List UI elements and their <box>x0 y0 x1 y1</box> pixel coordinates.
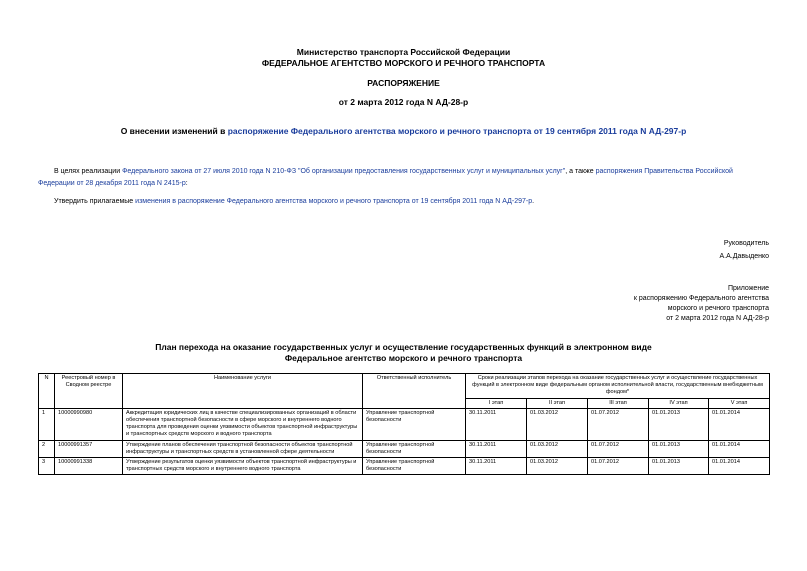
header-stage-4: IV этап <box>649 398 709 408</box>
signature-name: А.А.Давыденко <box>719 253 769 260</box>
header-stage-5: V этап <box>709 398 770 408</box>
table-row <box>39 440 770 457</box>
plan-subtitle: Федеральное агентство морского и речного транспорта <box>284 353 523 363</box>
cell-stage-4: 01.01.2013 <box>649 440 709 457</box>
table-row <box>39 408 770 440</box>
cell-stage-1: 30.11.2011 <box>466 408 527 440</box>
p2-text-2: . <box>532 198 535 205</box>
cell-n: 2 <box>39 440 55 457</box>
cell-registry-number: 10000990980 <box>55 408 123 440</box>
document-type: РАСПОРЯЖЕНИЕ <box>367 78 440 88</box>
cell-stage-5: 01.01.2014 <box>709 440 770 457</box>
cell-responsible: Управление транспортной безопасности <box>363 440 466 457</box>
cell-stage-5: 01.01.2014 <box>709 408 770 440</box>
cell-registry-number: 10000991357 <box>55 440 123 457</box>
cell-stage-4: 01.01.2013 <box>649 408 709 440</box>
table-row <box>39 458 770 475</box>
changes-link[interactable]: изменения в распоряжение Федерального агентства морского и речного транспорта от 19 сентября 2011 года N АД-297-р <box>135 198 533 205</box>
paragraph-2 <box>38 196 769 208</box>
cell-stage-2: 01.03.2012 <box>527 408 588 440</box>
p1-text-2: , а также <box>565 168 596 175</box>
signature-block <box>720 239 770 262</box>
cell-stage-1: 30.11.2011 <box>466 458 527 475</box>
header-n: N <box>39 374 55 409</box>
p2-text-1: Утвердить прилагаемые <box>54 198 136 205</box>
cell-stage-3: 01.07.2012 <box>588 440 649 457</box>
header-stage-3: III этап <box>588 398 649 408</box>
cell-stage-2: 01.03.2012 <box>527 440 588 457</box>
cell-service-name: Утверждение планов обеспечения транспортной безопасности объектов транспортной инфраструктуры и транспортных средств в установленной сфере деятельности <box>123 440 363 457</box>
plan-title: План перехода на оказание государственных услуг и осуществление государственных функций в электронном виде <box>155 342 652 352</box>
cell-service-name: Утверждение результатов оценки уязвимости объектов транспортной инфраструктуры и транспортных средств морского и внутреннего водного транспорта <box>123 458 363 475</box>
cell-service-name: Аккредитация юридических лиц в качестве специализированных организаций в области обеспечения транспортной безопасности в сфере морского и внутреннего водного транспорта для проведения оценки уязвимости объектов транспортной инфраструктуры и транспортных средств морского и водного транспорта <box>123 408 363 440</box>
cell-stage-2: 01.03.2012 <box>527 458 588 475</box>
cell-n: 3 <box>39 458 55 475</box>
header-registry-number: Реестровый номер в Сводном реестре <box>55 374 123 409</box>
federal-law-link[interactable]: Федерального закона от 27 июля 2010 года N 210-ФЗ "Об организации предоставления государственных услуг и муниципальных услуг" <box>122 168 566 175</box>
header-stage-2: II этап <box>527 398 588 408</box>
appendix-line-4: от 2 марта 2012 года N АД-28-р <box>666 315 769 322</box>
signature-role: Руководитель <box>723 240 769 247</box>
header-stage-1: I этап <box>466 398 527 408</box>
appendix-line-1: Приложение <box>727 285 769 292</box>
document-title <box>0 126 807 136</box>
header-responsible: Ответственный исполнитель <box>363 374 466 409</box>
ministry-name: Министерство транспорта Российской Федерации <box>296 47 511 57</box>
cell-stage-1: 30.11.2011 <box>466 440 527 457</box>
agency-name: ФЕДЕРАЛЬНОЕ АГЕНТСТВО МОРСКОГО И РЕЧНОГО ТРАНСПОРТА <box>261 58 546 68</box>
cell-stage-5: 01.01.2014 <box>709 458 770 475</box>
appendix-line-3: морского и речного транспорта <box>667 305 769 312</box>
p1-text-1: В целях реализации <box>54 168 123 175</box>
cell-n: 1 <box>39 408 55 440</box>
p1-text-3: : <box>185 180 188 187</box>
cell-stage-3: 01.07.2012 <box>588 458 649 475</box>
table-header-row <box>39 374 770 399</box>
government-order-link[interactable]: распоряжения Правительства Российской Федерации от 28 декабря 2011 года N 2415-р <box>38 168 733 187</box>
cell-stage-3: 01.07.2012 <box>588 408 649 440</box>
title-link[interactable]: распоряжение Федерального агентства морского и речного транспорта от 19 сентября 2011 года N АД-297-р <box>227 126 687 136</box>
appendix-block <box>634 284 769 324</box>
header-service-name: Наименование услуги <box>123 374 363 409</box>
plan-table <box>38 373 770 475</box>
cell-registry-number: 10000991338 <box>55 458 123 475</box>
paragraph-1 <box>38 166 769 190</box>
appendix-line-2: к распоряжению Федерального агентства <box>633 295 769 302</box>
header-terms: Сроки реализации этапов перехода на оказание государственных услуг и осуществление государственных функций в электронном виде федеральным органом исполнительной власти, государственным внебюджетным фондом* <box>466 374 770 399</box>
cell-stage-4: 01.01.2013 <box>649 458 709 475</box>
title-prefix: О внесении изменений в <box>120 126 228 136</box>
cell-responsible: Управление транспортной безопасности <box>363 458 466 475</box>
cell-responsible: Управление транспортной безопасности <box>363 408 466 440</box>
document-date: от 2 марта 2012 года N АД-28-р <box>338 97 469 107</box>
